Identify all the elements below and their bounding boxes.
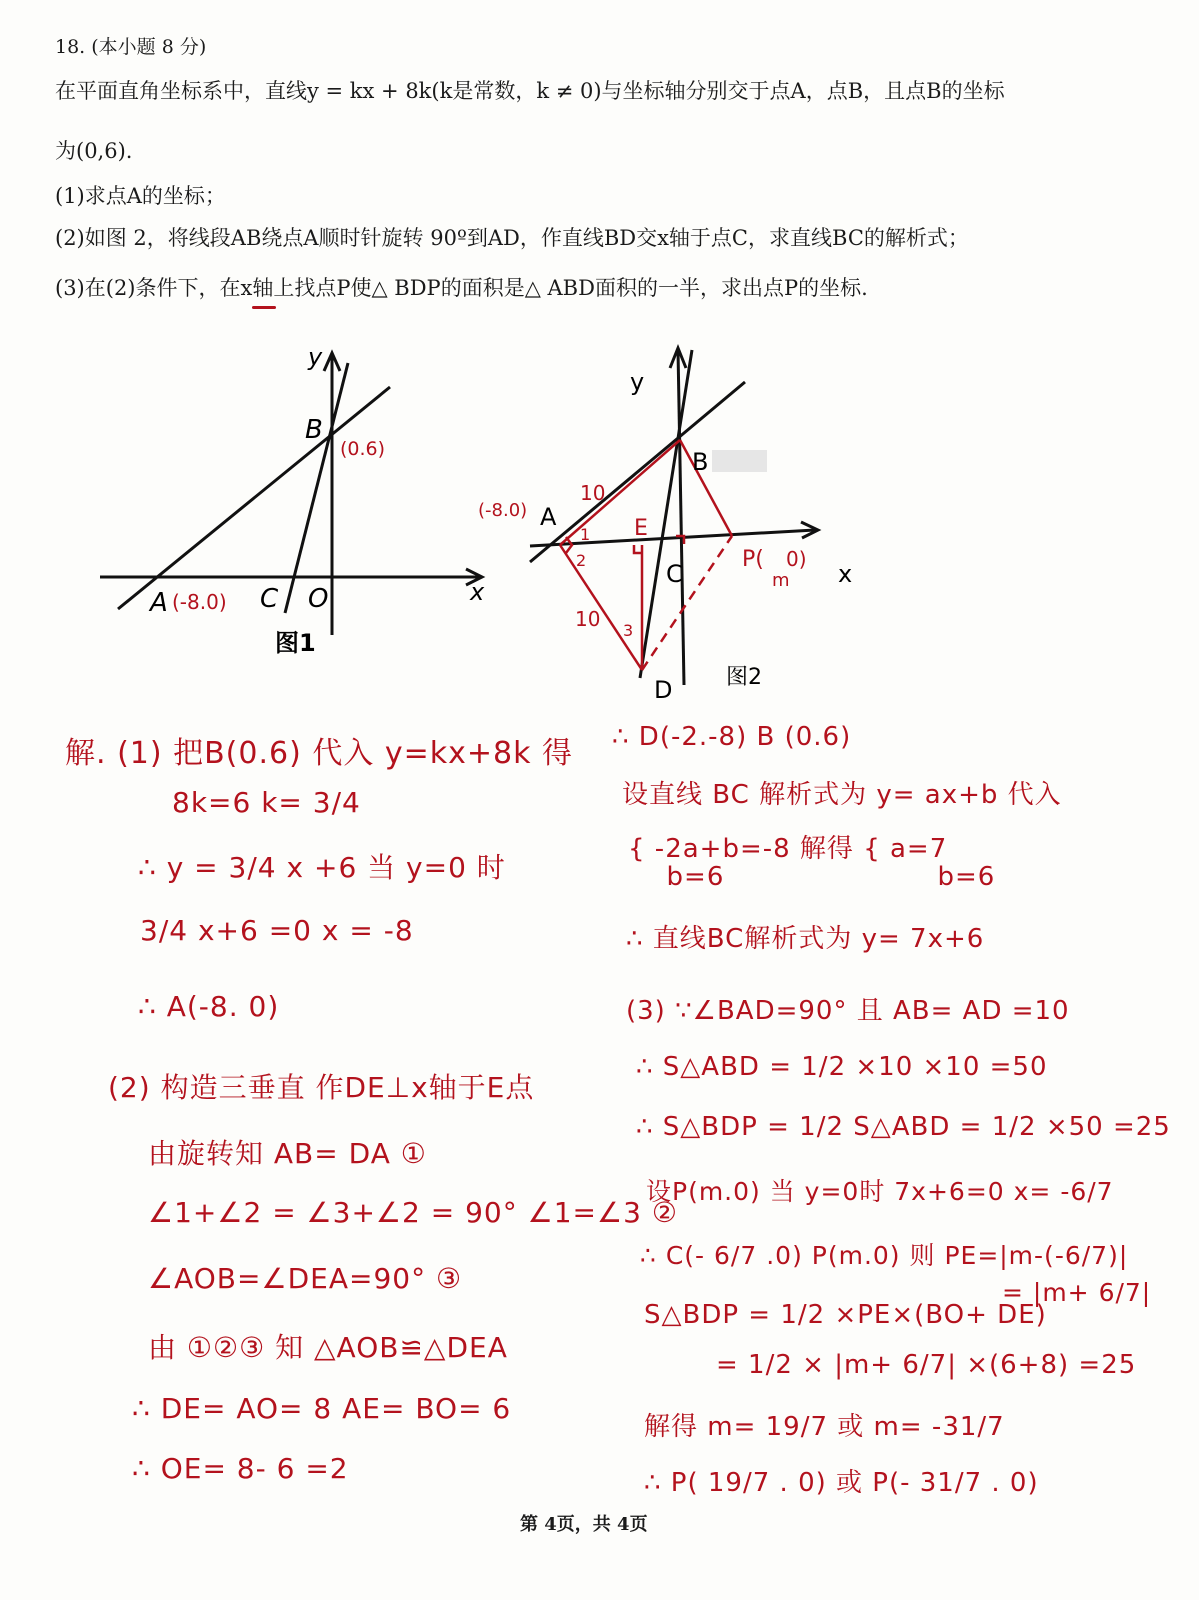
fig1-caption: 图1 (275, 629, 316, 657)
fig2-caption: 图2 (726, 665, 762, 690)
fig2-note-p: P( (742, 547, 764, 572)
sol-right-11: = |m+ 6/7| (1002, 1278, 1152, 1307)
question-1: (1)求点A的坐标； (55, 184, 226, 208)
sol-left-8: ∠1+∠2 = ∠3+∠2 = 90° ∠1=∠3 ② (148, 1196, 678, 1229)
sol-right-12: S△BDP = 1/2 ×PE×(BO+ DE) (644, 1300, 1047, 1330)
fig1-note-a: (-8.0) (172, 590, 227, 614)
fig2-angle-2: 2 (576, 551, 587, 570)
sol-right-2: 设直线 BC 解析式为 y= ax+b 代入 (622, 780, 1062, 810)
question-3: (3)在(2)条件下，在x轴上找点P使△ BDP的面积是△ ABD面积的一半，求出点P的坐标. (55, 276, 868, 300)
fig1-note-b: (0.6) (340, 438, 386, 460)
sol-left-10: 由 ①②③ 知 △AOB≌△DEA (148, 1331, 508, 1364)
fig2-label-x: x (838, 560, 853, 588)
sol-right-5: ∴ 直线BC解析式为 y= 7x+6 (626, 924, 985, 954)
sol-left-11: ∴ DE= AO= 8 AE= BO= 6 (132, 1392, 512, 1425)
page-footer: 第 4页，共 4页 (520, 1514, 648, 1535)
fig2-angle-3: 3 (623, 621, 634, 640)
fig1-label-x: x (470, 578, 485, 606)
fig2-note-m: m (772, 570, 790, 591)
problem-header: 18. (本小题 8 分) (55, 36, 207, 58)
fig2-label-d: D (654, 676, 673, 704)
fig2-note-a: (-8.0) (478, 500, 528, 521)
problem-line1: 在平面直角坐标系中，直线y = kx + 8k(k是常数，k ≠ 0)与坐标轴分别交于点A，点B，且点B的坐标 (55, 79, 1005, 103)
problem-line2: 为(0,6). (55, 139, 133, 163)
fig2-segment-ab-red (560, 440, 680, 545)
fig2-note-10-bottom: 10 (575, 607, 601, 631)
sol-right-4: b=6 b=6 (648, 862, 996, 892)
fig2-label-b: B (692, 448, 709, 476)
sol-right-7: ∴ S△ABD = 1/2 ×10 ×10 =50 (636, 1052, 1048, 1082)
figure-1 (90, 335, 510, 665)
fig2-segment-dp (642, 536, 732, 670)
underline-mark (252, 306, 276, 309)
fig2-label-c: C (666, 560, 683, 588)
sol-right-10: ∴ C(- 6/7 .0) P(m.0) 则 PE=|m-(-6/7)| (640, 1241, 1129, 1270)
fig2-label-e: E (634, 516, 648, 541)
fig2-label-a: A (540, 503, 557, 531)
sol-left-9: ∠AOB=∠DEA=90° ③ (148, 1262, 463, 1295)
sol-left-4: 3/4 x+6 =0 x = -8 (140, 914, 414, 947)
fig2-segment-ad (560, 545, 642, 670)
question-2: (2)如图 2，将线段AB绕点A顺时针旋转 90º到AD，作直线BD交x轴于点C，求直线BC的解析式； (55, 226, 969, 250)
sol-right-3: { -2a+b=-8 解得 { a=7 (628, 834, 948, 864)
sol-left-6: (2) 构造三垂直 作DE⊥x轴于E点 (108, 1071, 535, 1104)
fig2-label-y: y (630, 368, 645, 396)
sol-left-2: 8k=6 k= 3/4 (172, 786, 361, 819)
sol-right-9: 设P(m.0) 当 y=0时 7x+6=0 x= -6/7 (646, 1177, 1114, 1206)
sol-left-7: 由旋转知 AB= DA ① (148, 1137, 427, 1170)
sol-right-13: = 1/2 × |m+ 6/7| ×(6+8) =25 (716, 1350, 1137, 1380)
figure-2 (470, 340, 890, 710)
sol-left-12: ∴ OE= 8- 6 =2 (132, 1452, 349, 1485)
sol-right-1: ∴ D(-2.-8) B (0.6) (612, 722, 852, 752)
sol-right-14: 解得 m= 19/7 或 m= -31/7 (644, 1412, 1005, 1442)
sol-left-1: 解. (1) 把B(0.6) 代入 y=kx+8k 得 (65, 736, 574, 771)
fig2-angle-1: 1 (580, 525, 591, 544)
fig1-label-o: O (308, 584, 329, 614)
sol-left-3: ∴ y = 3/4 x +6 当 y=0 时 (138, 851, 506, 884)
sol-right-15: ∴ P( 19/7 . 0) 或 P(- 31/7 . 0) (644, 1468, 1039, 1498)
fig1-label-c: C (260, 584, 279, 614)
fig2-redaction (712, 450, 767, 472)
fig1-label-y: y (308, 343, 323, 371)
sol-left-5: ∴ A(-8. 0) (138, 990, 280, 1023)
fig2-note-p-close: 0) (786, 547, 807, 571)
fig1-label-b: B (305, 415, 323, 445)
fig2-note-10-top: 10 (580, 481, 606, 505)
sol-right-6: (3) ∵∠BAD=90° 且 AB= AD =10 (626, 996, 1070, 1026)
fig1-label-a: A (150, 588, 168, 618)
sol-right-8: ∴ S△BDP = 1/2 S△ABD = 1/2 ×50 =25 (636, 1112, 1171, 1142)
